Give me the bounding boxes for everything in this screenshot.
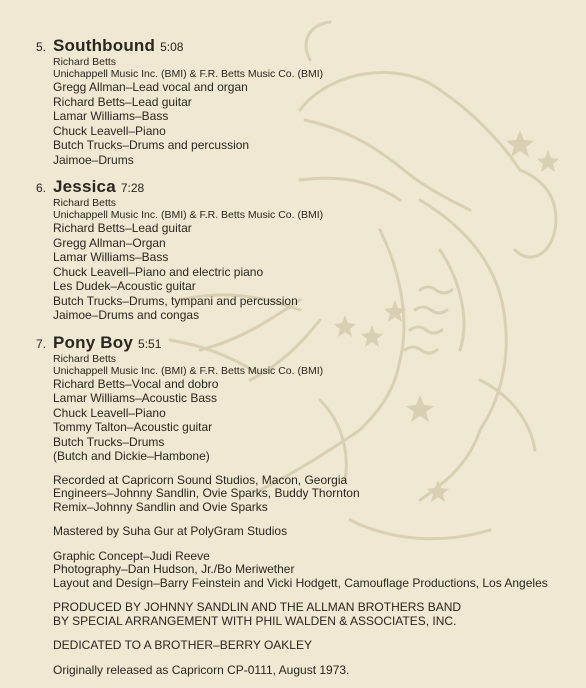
credit-line: Lamar Williams–Bass [53,250,169,264]
track-title: Southbound [53,36,156,55]
producer-credits [53,601,566,628]
credit-line: Les Dudek–Acoustic guitar [53,279,196,293]
track-time: 5:51 [138,336,162,351]
credit-line: Butch Trucks–Drums and percussion [53,138,250,152]
credit-line: (Butch and Dickie–Hambone) [53,449,210,463]
credit-line: Tommy Talton–Acoustic guitar [53,420,213,434]
credit-line: Jaimoe–Drums [53,152,134,167]
note-line: Originally released as Capricorn CP-0111, August 1973. [53,662,350,677]
track-writer: Richard Betts [53,197,117,209]
credit-line: Chuck Leavell–Piano [53,405,166,420]
track-southbound [36,36,566,167]
note-line: Photography–Dan Hudson, Jr./Bo Meriwether [53,562,295,576]
track-writer: Richard Betts [53,56,117,68]
credit-line: Chuck Leavell–Piano and electric piano [53,264,264,279]
track-jessica [36,177,566,323]
track-details [53,353,566,464]
track-title: Pony Boy [53,332,134,352]
note-line: Recorded at Capricorn Sound Studios, Macon, Georgia [53,472,348,487]
track-time: 5:08 [160,40,184,54]
credit-line: Richard Betts–Lead guitar [53,94,192,109]
track-time: 7:28 [120,181,145,195]
note-line: Layout and Design–Barry Feinstein and Vicki Hodgett, Camouflage Productions, Los Angeles [53,575,548,590]
credit-line: Richard Betts–Vocal and dobro [53,376,219,391]
credit-line: Jaimoe–Drums and congas [53,308,200,322]
credit-line: Richard Betts–Lead guitar [53,221,192,235]
track-publisher: Unichappell Music Inc. (BMI) & F.R. Betts Music Co. (BMI) [53,209,324,221]
dedication [53,639,566,653]
liner-notes-content [36,36,566,688]
note-line: Remix–Johnny Sandlin and Ovie Sparks [53,499,268,514]
track-publisher: Unichappell Music Inc. (BMI) & F.R. Betts Music Co. (BMI) [53,68,324,80]
credit-line: Butch Trucks–Drums, tympani and percussion [53,293,298,308]
track-writer: Richard Betts [53,352,117,365]
track-number: 7. [36,336,47,351]
track-number: 5. [36,40,47,54]
track-header [36,36,566,56]
note-line: DEDICATED TO A BROTHER–BERRY OAKLEY [53,638,312,652]
mastering-credit [53,525,566,539]
recording-credits [53,474,566,515]
credit-line: Chuck Leavell–Piano [53,123,166,138]
credit-line: Gregg Allman–Lead vocal and organ [53,80,248,94]
album-notes [53,474,566,678]
design-credits [53,550,566,591]
track-publisher: Unichappell Music Inc. (BMI) & F.R. Betts Music Co. (BMI) [53,364,324,377]
note-line: Graphic Concept–Judi Reeve [53,548,210,563]
track-details [53,197,566,323]
credit-line: Lamar Williams–Bass [53,109,169,123]
credit-line: Butch Trucks–Drums [53,434,165,449]
track-header [36,333,566,353]
note-line: PRODUCED BY JOHNNY SANDLIN AND THE ALLMAN BROTHERS BAND [53,600,462,614]
track-header [36,177,566,197]
note-line: BY SPECIAL ARRANGEMENT WITH PHIL WALDEN & ASSOCIATES, INC. [53,613,457,628]
credit-line: Gregg Allman–Organ [53,235,166,250]
release-info [53,664,566,678]
note-line: Mastered by Suha Gur at PolyGram Studios [53,524,288,538]
track-number: 6. [36,181,47,195]
note-line: Engineers–Johnny Sandlin, Ovie Sparks, Buddy Thornton [53,486,360,500]
track-details [53,56,566,167]
track-title: Jessica [53,177,116,196]
credit-line: Lamar Williams–Acoustic Bass [53,391,218,405]
track-pony-boy [36,333,566,464]
